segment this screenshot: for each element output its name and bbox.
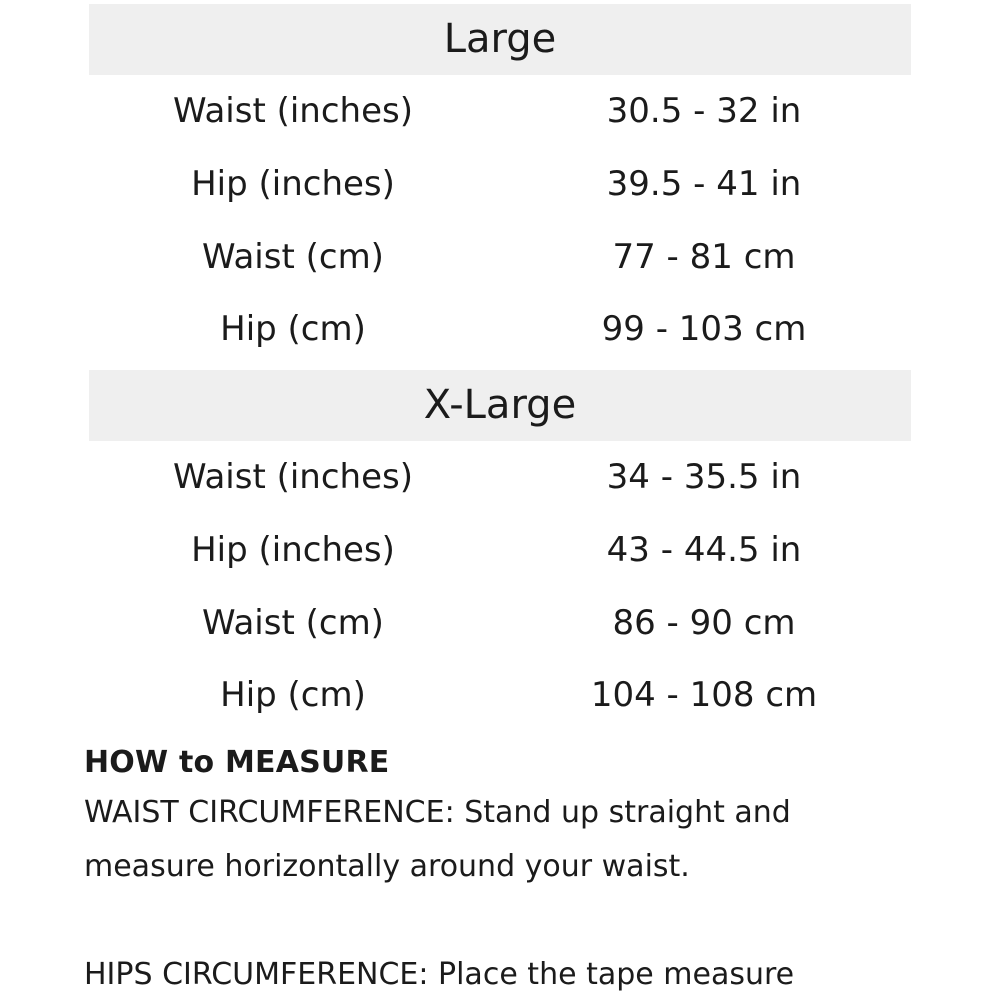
size-header-large: Large — [89, 4, 911, 75]
row-label: Waist (inches) — [173, 91, 413, 132]
size-table-xlarge — [89, 370, 911, 732]
row-value: 34 - 35.5 in — [606, 457, 802, 498]
table-row — [89, 514, 911, 587]
row-value: 77 - 81 cm — [612, 236, 796, 277]
table-row — [89, 441, 911, 514]
hips-instruction-line: HIPS CIRCUMFERENCE: Place the tape measure — [84, 957, 795, 992]
row-value: 86 - 90 cm — [612, 602, 796, 643]
table-row — [89, 75, 911, 148]
waist-instruction-line: WAIST CIRCUMFERENCE: Stand up straight and — [84, 795, 791, 830]
row-value: 99 - 103 cm — [601, 309, 807, 350]
table-row — [89, 148, 911, 221]
row-value: 43 - 44.5 in — [606, 530, 802, 571]
how-to-measure-heading: HOW to MEASURE — [84, 745, 390, 780]
size-header-xlarge: X-Large — [89, 370, 911, 441]
row-value: 104 - 108 cm — [590, 675, 818, 716]
table-row — [89, 586, 911, 659]
how-to-measure-section — [84, 740, 964, 1000]
row-label: Hip (cm) — [220, 309, 366, 350]
paragraph-spacer — [84, 894, 964, 948]
table-row — [89, 293, 911, 366]
row-value: 39.5 - 41 in — [606, 164, 802, 205]
row-value: 30.5 - 32 in — [606, 91, 802, 132]
waist-instruction-line: measure horizontally around your waist. — [84, 849, 690, 884]
row-label: Hip (cm) — [220, 675, 366, 716]
table-row — [89, 220, 911, 293]
row-label: Waist (cm) — [202, 602, 384, 643]
table-row — [89, 659, 911, 732]
row-label: Hip (inches) — [191, 530, 395, 571]
row-label: Waist (cm) — [202, 236, 384, 277]
row-label: Waist (inches) — [173, 457, 413, 498]
row-label: Hip (inches) — [191, 164, 395, 205]
size-table-large — [89, 4, 911, 366]
